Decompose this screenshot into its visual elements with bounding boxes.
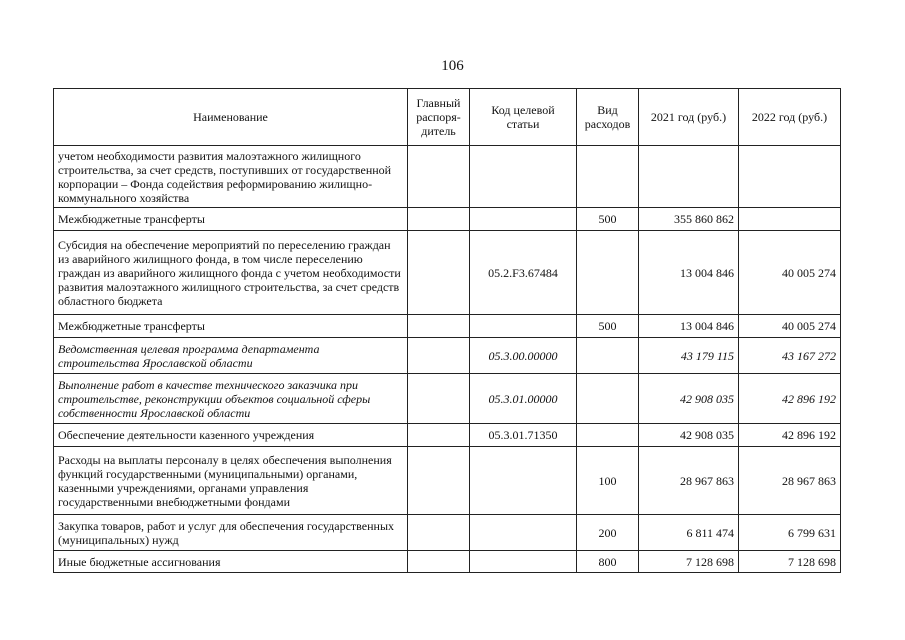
- header-type: Вид расходов: [577, 89, 639, 146]
- table-row: [54, 231, 841, 315]
- row-code: [470, 447, 577, 515]
- row-name: Закупка товаров, работ и услуг для обеспечения государственных (муниципальных) нужд: [54, 515, 408, 551]
- row-2022: 28 967 863: [739, 447, 841, 515]
- row-admin: [408, 447, 470, 515]
- table-row: [54, 447, 841, 515]
- header-admin: Главный распоря-дитель: [408, 89, 470, 146]
- row-code: 05.3.01.71350: [470, 424, 577, 447]
- table-row: [54, 315, 841, 338]
- row-name: Субсидия на обеспечение мероприятий по переселению граждан из аварийного жилищного фонда, в том числе переселению граждан из аварийного жилищного фонда с учетом необходимости развития малоэтажного жилищного строительства, за счет средств областного бюджета: [54, 231, 408, 315]
- row-code: 05.3.01.00000: [470, 374, 577, 424]
- row-name: Выполнение работ в качестве технического заказчика при строительстве, реконструкции объектов социальной сферы собственности Ярославской области: [54, 374, 408, 424]
- row-2021: 355 860 862: [639, 208, 739, 231]
- table-row: [54, 374, 841, 424]
- row-admin: [408, 315, 470, 338]
- page-number: 106: [441, 58, 464, 74]
- row-2022: 42 896 192: [739, 424, 841, 447]
- row-admin: [408, 424, 470, 447]
- table-row: [54, 515, 841, 551]
- table-row: [54, 424, 841, 447]
- row-2022: 7 128 698: [739, 551, 841, 573]
- row-name: Ведомственная целевая программа департамента строительства Ярославской области: [54, 338, 408, 374]
- row-2021: 42 908 035: [639, 374, 739, 424]
- row-code: [470, 515, 577, 551]
- row-2022: 6 799 631: [739, 515, 841, 551]
- row-admin: [408, 208, 470, 231]
- row-2021: 13 004 846: [639, 231, 739, 315]
- row-type: 500: [577, 208, 639, 231]
- row-code: [470, 208, 577, 231]
- table-row: [54, 146, 841, 208]
- row-2021: 6 811 474: [639, 515, 739, 551]
- table-row: [54, 208, 841, 231]
- row-2021: 7 128 698: [639, 551, 739, 573]
- row-admin: [408, 338, 470, 374]
- row-code: 05.2.F3.67484: [470, 231, 577, 315]
- header-code: Код целевой статьи: [470, 89, 577, 146]
- row-name: Межбюджетные трансферты: [54, 208, 408, 231]
- row-code: [470, 551, 577, 573]
- row-admin: [408, 146, 470, 208]
- row-type: [577, 146, 639, 208]
- row-admin: [408, 374, 470, 424]
- row-code: [470, 315, 577, 338]
- row-type: [577, 374, 639, 424]
- row-2021: [639, 146, 739, 208]
- budget-table: [53, 88, 841, 573]
- row-2021: 28 967 863: [639, 447, 739, 515]
- row-2022: 42 896 192: [739, 374, 841, 424]
- header-2022: 2022 год (руб.): [739, 89, 841, 146]
- row-name: Расходы на выплаты персоналу в целях обеспечения выполнения функций государственными (муниципальными) органами, казенными учреждениями, органами управления государственными внебюджетными фондами: [54, 447, 408, 515]
- row-2021: 43 179 115: [639, 338, 739, 374]
- row-2022: [739, 146, 841, 208]
- row-type: 800: [577, 551, 639, 573]
- row-admin: [408, 551, 470, 573]
- row-admin: [408, 231, 470, 315]
- row-2021: 42 908 035: [639, 424, 739, 447]
- row-2022: 40 005 274: [739, 315, 841, 338]
- row-code: 05.3.00.00000: [470, 338, 577, 374]
- row-2022: 43 167 272: [739, 338, 841, 374]
- table-row: [54, 551, 841, 573]
- row-name: учетом необходимости развития малоэтажного жилищного строительства, за счет средств, поступивших от государственной корпорации – Фонда содействия реформированию жилищно-коммунального хозяйства: [54, 146, 408, 208]
- header-2021: 2021 год (руб.): [639, 89, 739, 146]
- row-2022: 40 005 274: [739, 231, 841, 315]
- row-type: [577, 338, 639, 374]
- table-header-row: [54, 89, 841, 146]
- row-type: 500: [577, 315, 639, 338]
- row-type: [577, 424, 639, 447]
- row-2022: [739, 208, 841, 231]
- row-name: Иные бюджетные ассигнования: [54, 551, 408, 573]
- row-name: Обеспечение деятельности казенного учреждения: [54, 424, 408, 447]
- row-name: Межбюджетные трансферты: [54, 315, 408, 338]
- row-2021: 13 004 846: [639, 315, 739, 338]
- header-name: Наименование: [54, 89, 408, 146]
- row-type: 100: [577, 447, 639, 515]
- row-type: 200: [577, 515, 639, 551]
- row-code: [470, 146, 577, 208]
- row-type: [577, 231, 639, 315]
- row-admin: [408, 515, 470, 551]
- table-row: [54, 338, 841, 374]
